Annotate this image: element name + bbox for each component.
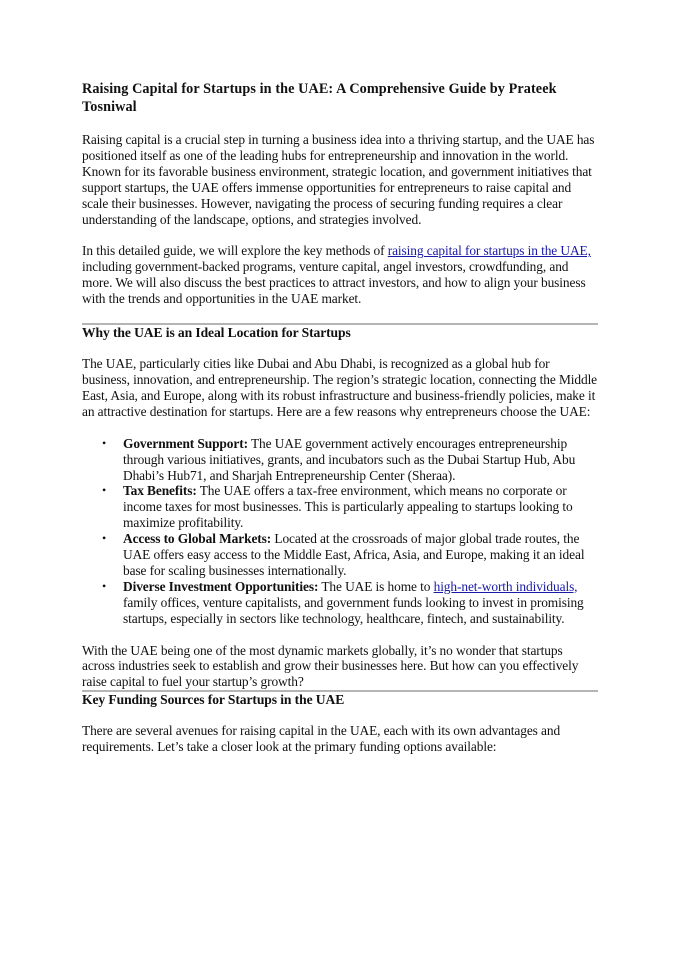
section2-paragraph-1: There are several avenues for raising capital in the UAE, each with its own advantages and requirements. Let’s take a closer look at the primary funding options available: — [82, 723, 561, 755]
list-item-text-end: family offices, venture capitalists, and government funds looking to invest in promising startups, especially in sectors like technology, healthcare, fintech, and sustainability. — [123, 594, 584, 626]
list-item-label: Access to Global Markets: — [123, 531, 272, 547]
document-page — [82, 80, 598, 771]
section1-paragraph-2: With the UAE being one of the most dynamic markets globally, it’s no wonder that startups across industries seek to establish and grow their businesses here. But how can you effectively raise capital to fuel your startup’s growth? — [82, 642, 579, 690]
document-title: Raising Capital for Startups in the UAE: A Comprehensive Guide by Prateek Tosniwal — [82, 81, 557, 115]
list-item-text: Located at the crossroads of major global trade routes, the UAE offers easy access to the Middle East, Africa, Asia, and Europe, making it an ideal base for scaling businesses internationally. — [123, 531, 585, 578]
high-net-worth-link[interactable]: high-net-worth individuals, — [433, 578, 578, 594]
raising-capital-link[interactable]: raising capital for startups in the UAE, — [387, 243, 591, 259]
section1-paragraph-1: The UAE, particularly cities like Dubai and Abu Dhabi, is recognized as a global hub for business, innovation, and entrepreneurship. The region’s strategic location, connecting the Middle East, Asia, and Europe, along with its robust infrastructure and business-friendly policies, make it an attractive destination for startups. Here are a few reasons why entrepreneurs choose the UAE: — [82, 356, 598, 419]
section-heading-funding-sources: Key Funding Sources for Startups in the UAE — [82, 692, 345, 708]
list-item — [102, 531, 598, 579]
bullet-icon: • — [102, 483, 107, 498]
bullet-icon: • — [102, 531, 107, 546]
bullet-icon: • — [102, 578, 107, 593]
list-item-label: Diverse Investment Opportunities: — [123, 578, 319, 594]
section-heading-why-uae: Why the UAE is an Ideal Location for Startups — [82, 325, 351, 341]
intro-paragraph-2-text-end: including government-backed programs, venture capital, angel investors, crowdfunding, and more. We will also discuss the best practices to attract investors, and how to align your business with the trends and opportunities in the UAE market. — [82, 259, 586, 307]
intro-paragraph-2 — [82, 243, 598, 307]
reasons-list — [82, 436, 598, 627]
intro-paragraph-1: Raising capital is a crucial step in turning a business idea into a thriving startup, and the UAE has positioned itself as one of the leading hubs for entrepreneurship and innovation in the world. Known for its favorable business environment, strategic location, and government initiatives that support startups, the UAE offers immense opportunities for entrepreneurs to raise capital and scale their businesses. However, navigating the process of securing funding requires a clear understanding of the landscape, options, and strategies involved. — [82, 132, 595, 227]
intro-paragraph-2-text: In this detailed guide, we will explore the key methods of — [82, 243, 388, 259]
list-item-label: Tax Benefits: — [123, 483, 197, 499]
list-item-text: The UAE is home to — [318, 578, 434, 594]
list-item-label: Government Support: — [123, 435, 248, 451]
list-item — [102, 435, 598, 484]
list-item — [102, 578, 598, 627]
list-item — [102, 483, 598, 531]
bullet-icon: • — [102, 435, 107, 450]
list-item-text: The UAE offers a tax-free environment, which means no corporate or income taxes for most businesses. This is particularly appealing to startups looking to maximize profitability. — [123, 483, 573, 531]
list-item-text: The UAE government actively encourages entrepreneurship through various initiatives, grants, and incubators such as the Dubai Startup Hub, Abu Dhabi’s Hub71, and Sharjah Entrepreneurship Center (Sheraa). — [123, 435, 576, 483]
